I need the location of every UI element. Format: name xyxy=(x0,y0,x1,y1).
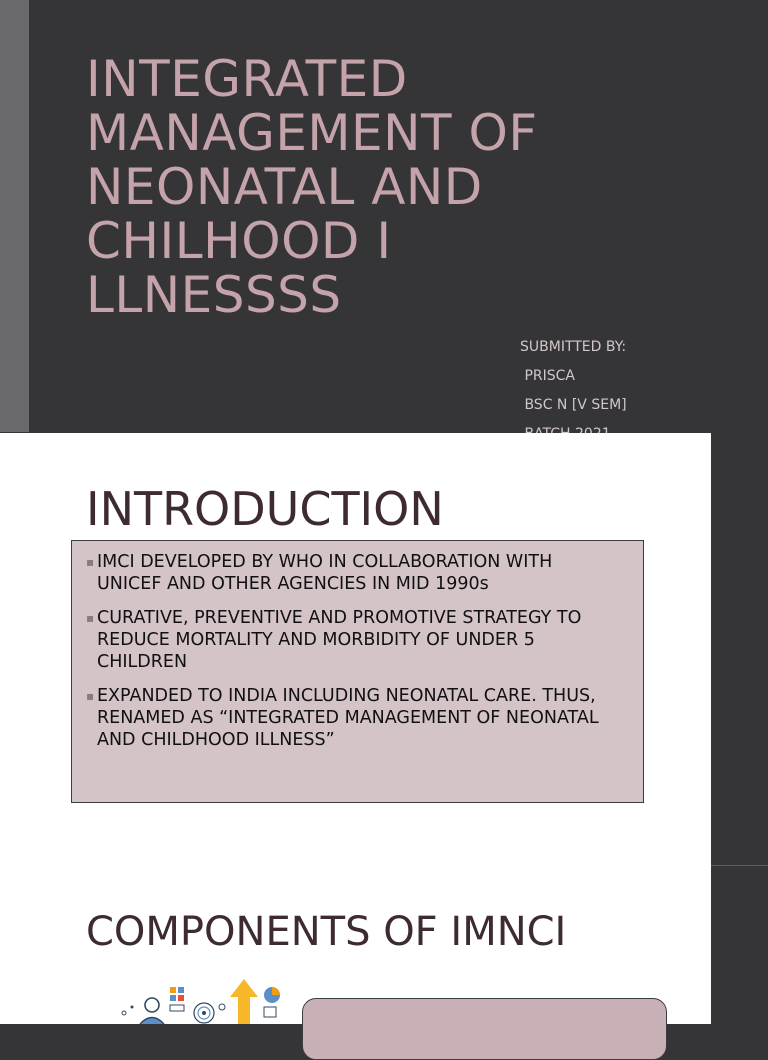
submitted-by-label: SUBMITTED BY: xyxy=(520,339,627,355)
introduction-content-box xyxy=(71,540,644,803)
author-name: PRISCA xyxy=(520,368,575,384)
submitted-by-block xyxy=(520,333,627,449)
bullet-text: EXPANDED TO INDIA INCLUDING NEONATAL CARE. THUS, RENAMED AS “INTEGRATED MANAGEMENT OF NEONATAL AND CHILDHOOD ILLNESS” xyxy=(97,686,599,750)
presentation-title: INTEGRATED MANAGEMENT OF NEONATAL AND CHILHOOD I LLNESSSS xyxy=(86,50,538,324)
bullet-icon: ▪ xyxy=(86,689,95,703)
background-strip xyxy=(711,432,768,1024)
list-item xyxy=(86,551,619,595)
introduction-slide xyxy=(0,433,711,865)
component-card xyxy=(302,998,667,1060)
people-growth-illustration-icon xyxy=(104,975,284,1024)
bullet-text: CURATIVE, PREVENTIVE AND PROMOTIVE STRATEGY TO REDUCE MORTALITY AND MORBIDITY OF UNDER 5 CHILDREN xyxy=(97,608,582,672)
bullet-list xyxy=(72,541,643,751)
components-heading: COMPONENTS OF IMNCI xyxy=(86,909,567,955)
bullet-text: IMCI DEVELOPED BY WHO IN COLLABORATION WITH UNICEF AND OTHER AGENCIES IN MID 1990s xyxy=(97,552,553,594)
author-course: BSC N [V SEM] xyxy=(520,397,627,413)
list-item xyxy=(86,607,619,673)
divider xyxy=(711,865,768,866)
list-item xyxy=(86,685,619,751)
components-slide xyxy=(0,865,711,1024)
bullet-icon: ▪ xyxy=(86,611,95,625)
title-slide xyxy=(0,0,768,432)
introduction-heading: INTRODUCTION xyxy=(86,482,444,536)
bullet-icon: ▪ xyxy=(86,555,95,569)
accent-bar xyxy=(0,0,29,432)
